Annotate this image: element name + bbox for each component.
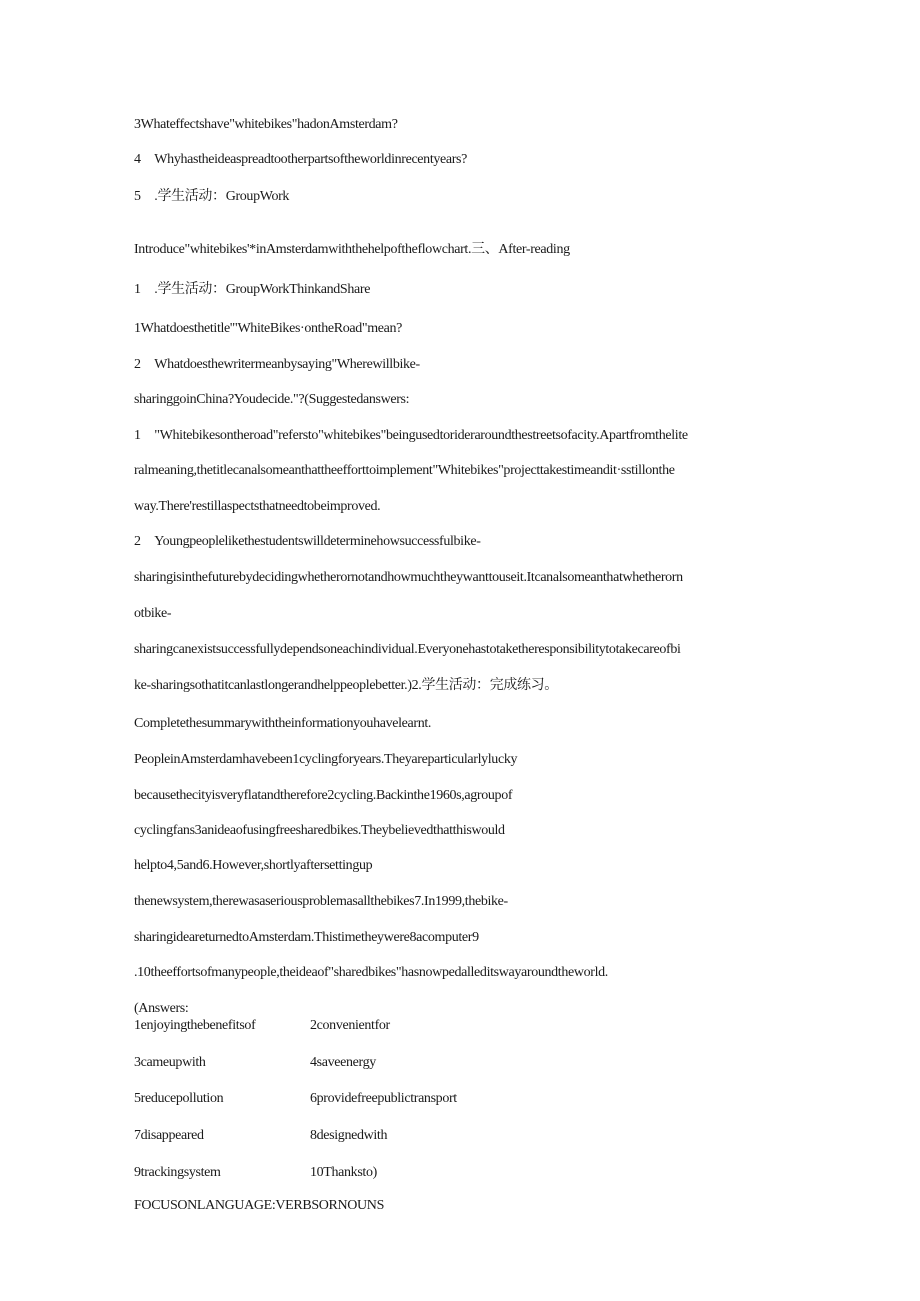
summary-line-5: thenewsystem,therewasaseriousproblemasallthebikes7.In1999,thebike-: [134, 894, 508, 909]
summary-line-6: sharingideareturnedtoAmsterdam.Thistimetheywere8acomputer9: [134, 930, 479, 945]
answer-7: 7disappeared: [134, 1128, 204, 1143]
question-title-meaning: 1Whatdoesthetitle'"WhiteBikes·ontheRoad"mean?: [134, 321, 403, 336]
answer-2-line-5: ke-sharingsothatitcanlastlongerandhelppeoplebetter.)2.学生活动：完成练习。: [134, 678, 558, 693]
answer-4: 4saveenergy: [310, 1055, 376, 1070]
intro-flowchart-line: Introduce"whitebikes'*inAmsterdamwiththehelpoftheflowchart.三、After-reading: [134, 242, 570, 257]
answer-2-line-2: sharingisinthefuturebydecidingwhetherornotandhowmuchtheywanttouseit.Itcanalsomeanthatwhetherorn: [134, 570, 683, 585]
answer-5: 5reducepollution: [134, 1091, 224, 1106]
summary-line-4: helpto4,5and6.However,shortlyaftersettingup: [134, 858, 373, 873]
summary-line-1: PeopleinAmsterdamhavebeen1cyclingforyears.Theyareparticularlylucky: [134, 752, 518, 767]
answer-1-line-2: ralmeaning,thetitlecanalsomeanthattheefforttoimplement"Whitebikes"projecttakestimeandit·sstillonthe: [134, 463, 675, 478]
answer-1: 1enjoyingthebenefitsof: [134, 1018, 256, 1033]
answer-2-line-4: sharingcanexistsuccessfullydependsoneachindividual.Everyonehastotaketheresponsibilitytotakecareofbi: [134, 642, 681, 657]
question-4: 4 Whyhastheideaspreadtootherpartsoftheworldinrecentyears?: [134, 152, 468, 167]
section-heading: FOCUSONLANGUAGE:VERBSORNOUNS: [134, 1198, 385, 1213]
answer-2: 2convenientfor: [310, 1018, 390, 1033]
answer-9: 9trackingsystem: [134, 1165, 221, 1180]
summary-line-7: .10theeffortsofmanypeople,theideaof"sharedbikes"hasnowpedalleditswayaroundtheworld.: [134, 965, 608, 980]
answer-8: 8designedwith: [310, 1128, 388, 1143]
answers-heading: (Answers:: [134, 1001, 189, 1016]
activity-think-share: 1 .学生活动：GroupWorkThinkandShare: [134, 282, 371, 297]
question-writer-meaning: 2 Whatdoesthewritermeanbysaying"Wherewillbike-: [134, 357, 420, 372]
summary-line-3: cyclingfans3anideaofusingfreesharedbikes.Theybelievedthatthiswould: [134, 823, 505, 838]
answer-1-line-1: 1 "Whitebikesontheroad"refersto"whitebikes"beingusedtorideraroundthestreetsofacity.Apartfromthelite: [134, 428, 688, 443]
answer-10: 10Thanksto): [310, 1165, 377, 1180]
answer-1-line-3: way.There'restillaspectsthatneedtobeimproved.: [134, 499, 381, 514]
summary-line-2: becausethecityisveryflatandtherefore2cycling.Backinthe1960s,agroupof: [134, 788, 513, 803]
question-writer-meaning-cont: sharinggoinChina?Youdecide."?(Suggestedanswers:: [134, 392, 410, 407]
answer-2-line-1: 2 Youngpeoplelikethestudentswilldeterminehowsuccessfulbike-: [134, 534, 481, 549]
summary-instruction: Completethesummarywiththeinformationyouhavelearnt.: [134, 716, 432, 731]
answer-2-line-3: otbike-: [134, 606, 172, 621]
question-3: 3Whateffectshave"whitebikes"hadonAmsterdam?: [134, 117, 398, 132]
answer-3: 3cameupwith: [134, 1055, 206, 1070]
activity-group-work: 5 .学生活动：GroupWork: [134, 189, 290, 204]
answer-6: 6providefreepublictransport: [310, 1091, 457, 1106]
